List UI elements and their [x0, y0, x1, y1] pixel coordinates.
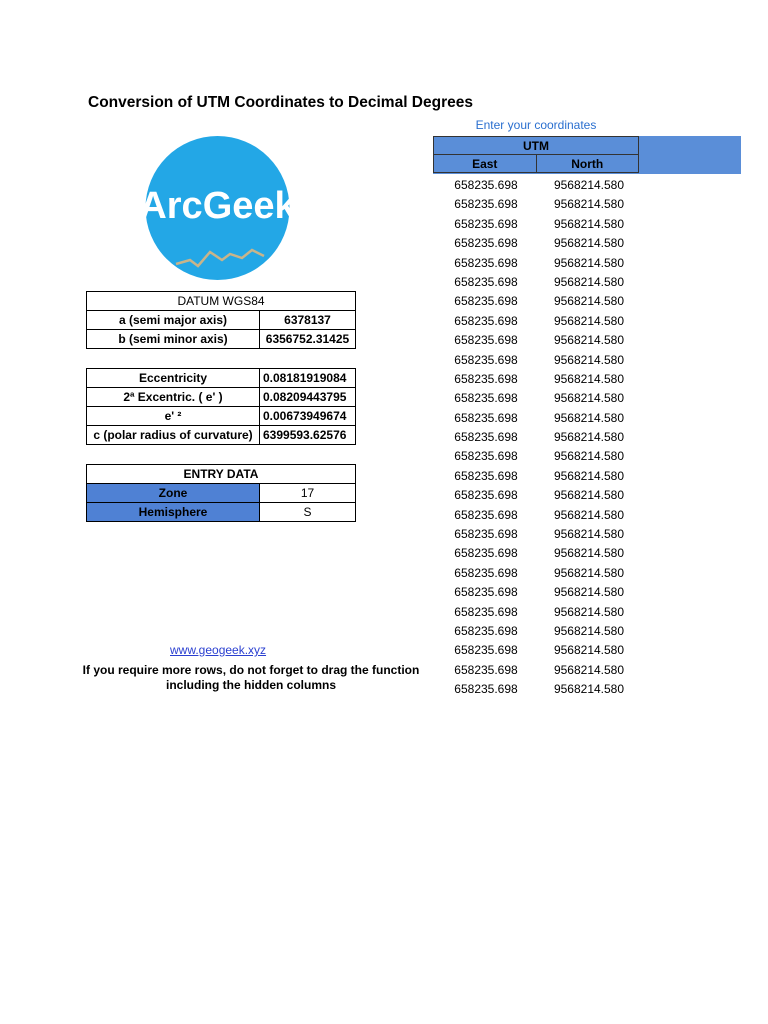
table-row [436, 273, 642, 292]
north-cell[interactable]: 9568214.580 [553, 352, 625, 367]
drag-function-note: If you require more rows, do not forget to drag the function including the hidden columns [82, 663, 420, 692]
north-cell[interactable]: 9568214.580 [553, 585, 625, 600]
hemisphere-input[interactable]: S [260, 503, 356, 522]
table-row [436, 351, 642, 370]
table-row [436, 641, 642, 660]
east-cell[interactable]: 658235.698 [454, 449, 518, 464]
constant-value-second-excentricity[interactable]: 0.08209443795 [260, 388, 356, 407]
east-cell[interactable]: 658235.698 [454, 507, 518, 522]
north-cell[interactable]: 9568214.580 [553, 662, 625, 677]
entry-label-hemisphere: Hemisphere [87, 503, 260, 522]
north-cell[interactable]: 9568214.580 [553, 623, 625, 638]
north-cell[interactable]: 9568214.580 [553, 604, 625, 619]
north-cell[interactable]: 9568214.580 [553, 197, 625, 212]
page-title: Conversion of UTM Coordinates to Decimal Degrees [88, 94, 473, 111]
east-cell[interactable]: 658235.698 [454, 352, 518, 367]
datum-value-a[interactable]: 6378137 [260, 311, 356, 330]
table-row [436, 467, 642, 486]
east-cell[interactable]: 658235.698 [454, 391, 518, 406]
north-cell[interactable]: 9568214.580 [553, 178, 625, 192]
table-row [436, 331, 642, 350]
east-cell[interactable]: 658235.698 [454, 216, 518, 231]
east-cell[interactable]: 658235.698 [454, 662, 518, 677]
table-row [436, 234, 642, 253]
east-cell[interactable]: 658235.698 [454, 604, 518, 619]
north-cell[interactable]: 9568214.580 [553, 274, 625, 289]
coordinate-rows [436, 176, 642, 700]
east-cell[interactable]: 658235.698 [454, 255, 518, 270]
constant-value-polar-radius[interactable]: 6399593.62576 [260, 426, 356, 445]
constant-label-polar-radius: c (polar radius of curvature) [87, 426, 260, 445]
table-row [436, 661, 642, 680]
north-header: North [536, 155, 639, 173]
geogeek-link[interactable]: www.geogeek.xyz [170, 643, 267, 657]
utm-header: UTM [434, 137, 639, 155]
north-cell[interactable]: 9568214.580 [553, 468, 625, 483]
east-cell[interactable]: 658235.698 [454, 546, 518, 561]
constant-label-eccentricity: Eccentricity [87, 369, 260, 388]
table-row [436, 370, 642, 389]
table-row [436, 622, 642, 641]
table-row [436, 486, 642, 505]
east-cell[interactable]: 658235.698 [454, 623, 518, 638]
east-header: East [434, 155, 537, 173]
table-row [436, 583, 642, 602]
north-cell[interactable]: 9568214.580 [553, 565, 625, 580]
north-cell[interactable]: 9568214.580 [553, 255, 625, 270]
constant-label-e-squared: e' ² [87, 407, 260, 426]
constant-label-second-excentricity: 2ª Excentric. ( e' ) [87, 388, 260, 407]
table-row [436, 564, 642, 583]
datum-label-a: a (semi major axis) [87, 311, 260, 330]
enter-coordinates-label: Enter your coordinates [475, 118, 597, 132]
datum-header: DATUM WGS84 [87, 292, 356, 311]
north-cell[interactable]: 9568214.580 [553, 682, 625, 697]
table-row [436, 195, 642, 214]
east-cell[interactable]: 658235.698 [454, 371, 518, 386]
east-cell[interactable]: 658235.698 [454, 197, 518, 212]
east-cell[interactable]: 658235.698 [454, 682, 518, 697]
east-cell[interactable]: 658235.698 [454, 468, 518, 483]
east-cell[interactable]: 658235.698 [454, 236, 518, 251]
table-row [436, 409, 642, 428]
north-cell[interactable]: 9568214.580 [553, 236, 625, 251]
north-cell[interactable]: 9568214.580 [553, 313, 625, 328]
entry-label-zone: Zone [87, 484, 260, 503]
constant-value-eccentricity[interactable]: 0.08181919084 [260, 369, 356, 388]
table-row [436, 680, 642, 699]
north-cell[interactable]: 9568214.580 [553, 294, 625, 309]
north-cell[interactable]: 9568214.580 [553, 507, 625, 522]
constants-table [86, 368, 356, 445]
north-cell[interactable]: 9568214.580 [553, 527, 625, 542]
table-row [436, 215, 642, 234]
east-cell[interactable]: 658235.698 [454, 410, 518, 425]
zone-input[interactable]: 17 [260, 484, 356, 503]
north-cell[interactable]: 9568214.580 [553, 391, 625, 406]
table-row [436, 428, 642, 447]
north-cell[interactable]: 9568214.580 [553, 488, 625, 503]
table-row [436, 312, 642, 331]
north-cell[interactable]: 9568214.580 [553, 216, 625, 231]
table-row [436, 292, 642, 311]
table-row [436, 254, 642, 273]
datum-table [86, 291, 356, 349]
entry-header: ENTRY DATA [87, 465, 356, 484]
datum-label-b: b (semi minor axis) [87, 330, 260, 349]
east-cell[interactable]: 658235.698 [454, 178, 518, 192]
logo-text: ArcGeek [139, 185, 296, 227]
datum-value-b[interactable]: 6356752.31425 [260, 330, 356, 349]
utm-header-table [433, 136, 639, 173]
north-cell[interactable]: 9568214.580 [553, 333, 625, 348]
east-cell[interactable]: 658235.698 [454, 565, 518, 580]
table-row [436, 176, 642, 195]
east-cell[interactable]: 658235.698 [454, 527, 518, 542]
east-cell[interactable]: 658235.698 [454, 643, 518, 658]
table-row [436, 525, 642, 544]
arcgeek-logo [138, 136, 297, 280]
north-cell[interactable]: 9568214.580 [553, 430, 625, 445]
constant-value-e-squared[interactable]: 0.00673949674 [260, 407, 356, 426]
east-cell[interactable]: 658235.698 [454, 274, 518, 289]
entry-data-table [86, 464, 356, 522]
east-cell[interactable]: 658235.698 [454, 333, 518, 348]
east-cell[interactable]: 658235.698 [454, 430, 518, 445]
table-row [436, 544, 642, 563]
table-row [436, 447, 642, 466]
north-cell[interactable]: 9568214.580 [553, 371, 625, 386]
east-cell[interactable]: 658235.698 [454, 313, 518, 328]
north-cell[interactable]: 9568214.580 [553, 449, 625, 464]
table-row [436, 603, 642, 622]
north-cell[interactable]: 9568214.580 [553, 643, 625, 658]
table-row [436, 506, 642, 525]
table-row [436, 389, 642, 408]
east-cell[interactable]: 658235.698 [454, 488, 518, 503]
north-cell[interactable]: 9568214.580 [553, 546, 625, 561]
east-cell[interactable]: 658235.698 [454, 294, 518, 309]
east-cell[interactable]: 658235.698 [454, 585, 518, 600]
north-cell[interactable]: 9568214.580 [553, 410, 625, 425]
